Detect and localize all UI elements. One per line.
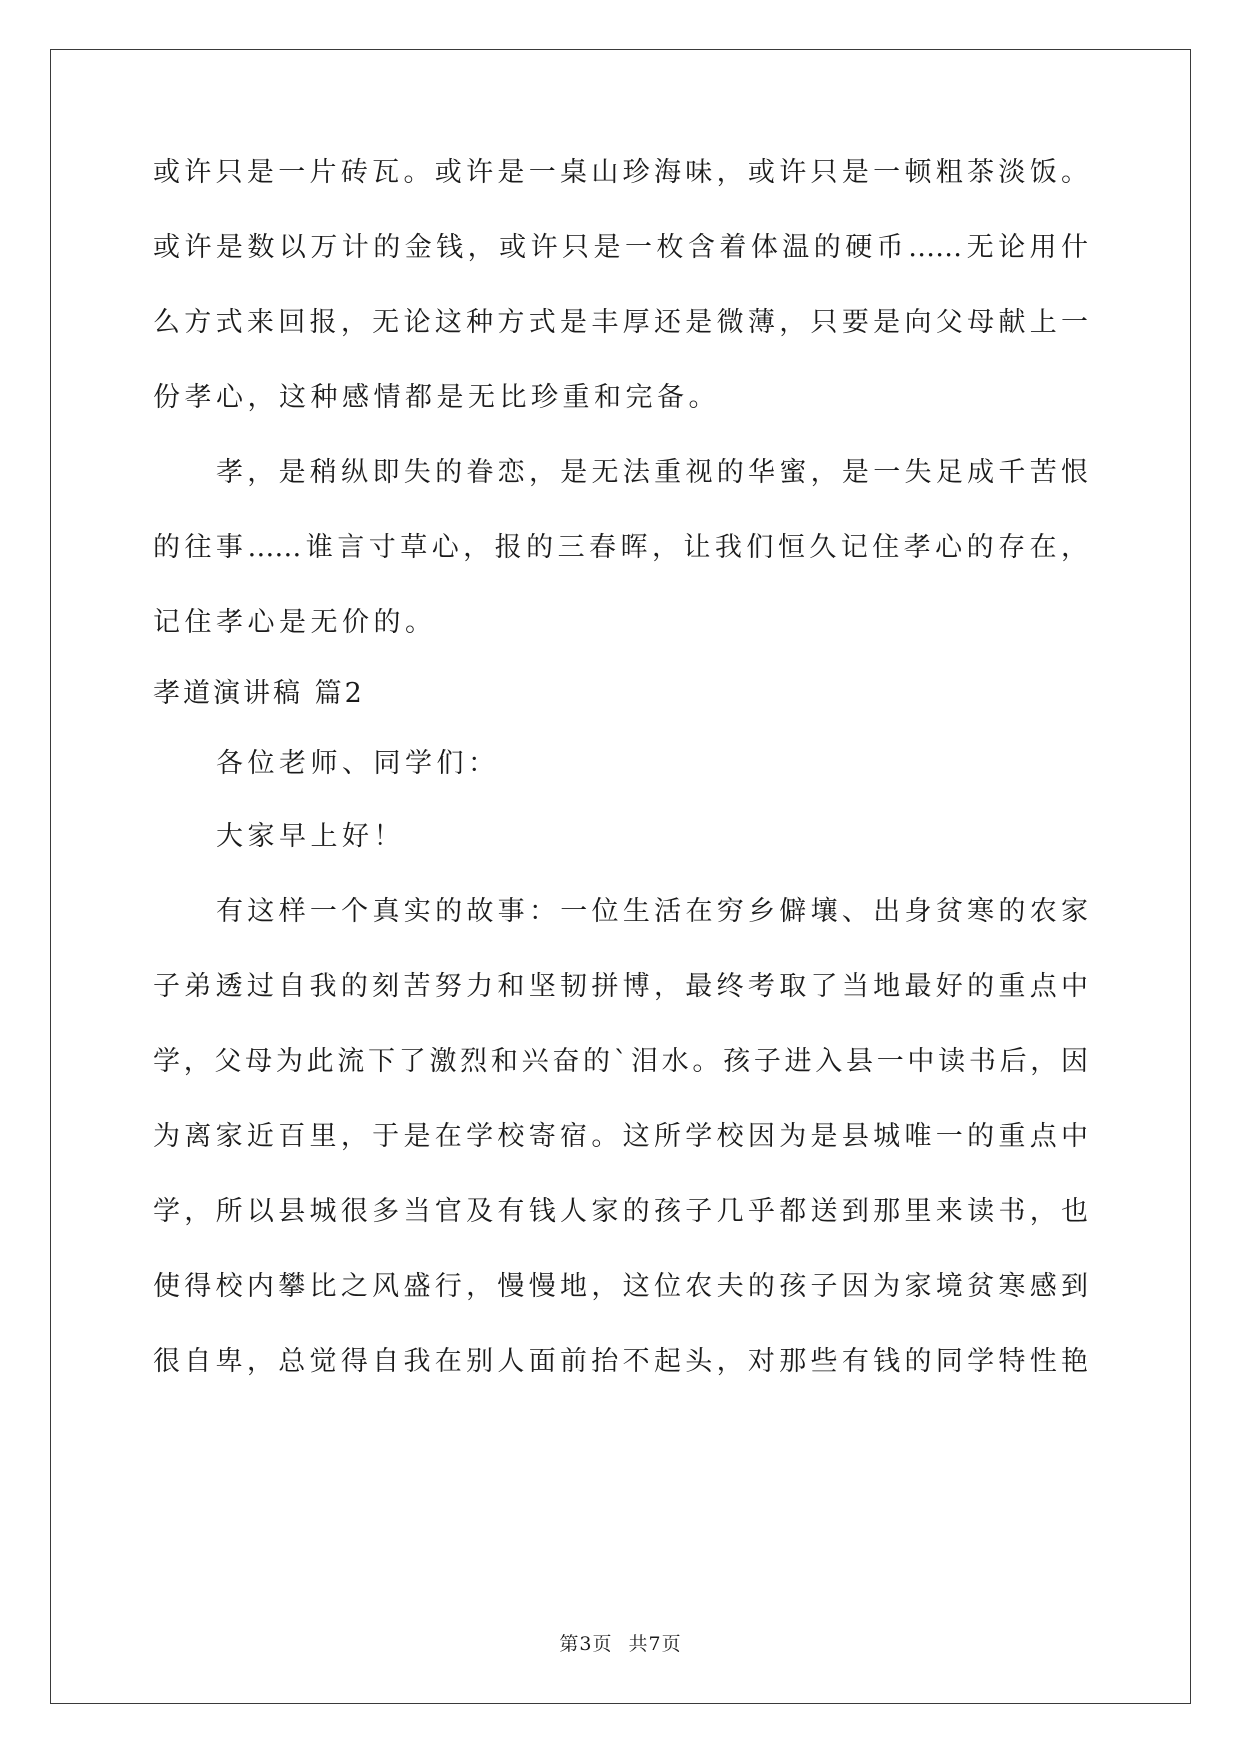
body-line-10: 学，父母为此流下了激烈和兴奋的`泪水。孩子进入县一中读书后，因 xyxy=(153,1046,1088,1077)
body-line-4: 份孝心，这种感情都是无比珍重和完备。 xyxy=(153,382,720,413)
page-border xyxy=(50,49,1191,1704)
body-line-6: 的往事……谁言寸草心，报的三春晖，让我们恒久记住孝心的存在， xyxy=(153,532,1088,563)
total-pages: 共7页 xyxy=(628,1633,682,1655)
body-line-2: 或许是数以万计的金钱，或许只是一枚含着体温的硬币……无论用什 xyxy=(153,232,1088,263)
body-line-1: 或许只是一片砖瓦。或许是一桌山珍海味，或许只是一顿粗茶淡饭。 xyxy=(153,157,1088,188)
body-line-11: 为离家近百里，于是在学校寄宿。这所学校因为是县城唯一的重点中 xyxy=(153,1121,1088,1152)
body-line-14: 很自卑，总觉得自我在别人面前抬不起头，对那些有钱的同学特性艳 xyxy=(153,1346,1088,1377)
page-footer xyxy=(0,1632,1241,1656)
body-line-7: 记住孝心是无价的。 xyxy=(153,607,437,638)
body-line-9: 子弟透过自我的刻苦努力和坚韧拼博，最终考取了当地最好的重点中 xyxy=(153,971,1088,1002)
greeting-line: 各位老师、同学们： xyxy=(216,748,500,779)
body-line-13: 使得校内攀比之风盛行，慢慢地，这位农夫的孩子因为家境贫寒感到 xyxy=(153,1271,1088,1302)
body-line-8: 有这样一个真实的故事：一位生活在穷乡僻壤、出身贫寒的农家 xyxy=(216,896,1088,927)
page-number: 第3页 xyxy=(559,1633,613,1655)
body-line-3: 么方式来回报，无论这种方式是丰厚还是微薄，只要是向父母献上一 xyxy=(153,307,1088,338)
body-line-12: 学，所以县城很多当官及有钱人家的孩子几乎都送到那里来读书，也 xyxy=(153,1196,1088,1227)
section-heading: 孝道演讲稿 篇2 xyxy=(153,678,365,709)
body-line-5: 孝，是稍纵即失的眷恋，是无法重视的华蜜，是一失足成千苦恨 xyxy=(216,457,1088,488)
salutation-line: 大家早上好！ xyxy=(216,821,405,852)
